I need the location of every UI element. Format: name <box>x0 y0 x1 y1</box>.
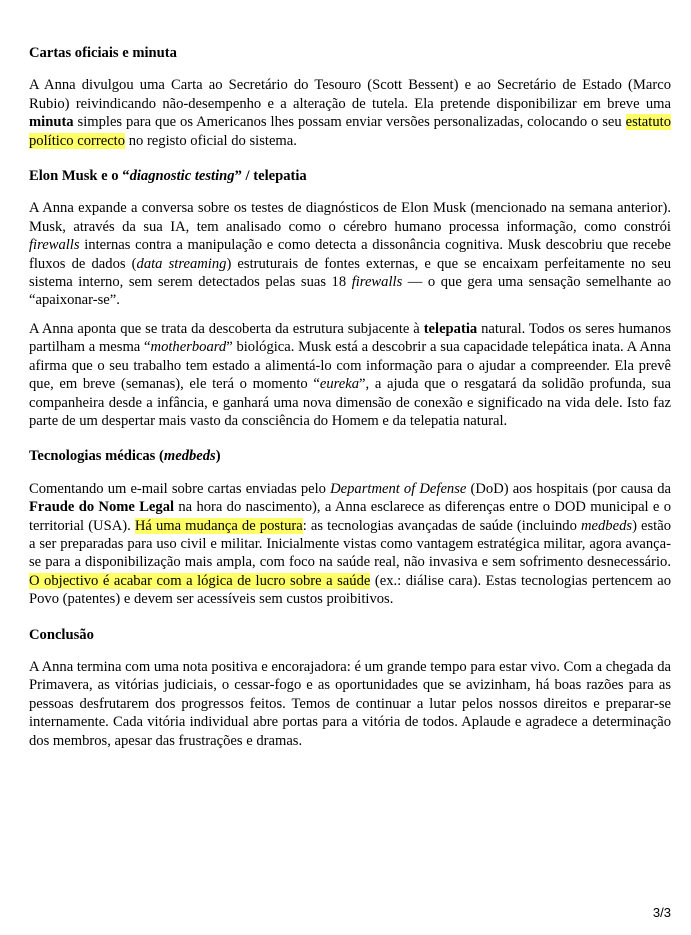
section-title-medbeds: Tecnologias médicas (medbeds) <box>29 448 221 465</box>
document-body <box>29 44 671 760</box>
paragraph-musk-1: A Anna expande a conversa sobre os testes de diagnósticos de Elon Musk (mencionado na semana anterior). Musk, através da sua IA, tem analisado como o cérebro humano processa informação, como constrói firewalls internas contra a manipulação e como detecta a dissonância cognitiva. Musk descobriu que recebe fluxos de dados (data streaming) estruturais de fontes externas, e que se encaixam perfeitamente no seu sistema interno, sem serem detectados pelas suas 18 firewalls — o que gera uma sensação semelhante ao “apaixonar-se”. <box>29 200 672 309</box>
section-title-conclusao: Conclusão <box>29 626 94 643</box>
paragraph-musk-2: A Anna aponta que se trata da descoberta da estrutura subjacente à telepatia natural. Todos os seres humanos partilham a mesma “motherboard” biológica. Musk está a descobrir a sua capacidade telepática inata. A Anna afirma que o seu trabalho tem estado a alimentá-lo com informação para o ajudar a compreender. Ela prevê que, em breve (semanas), ele terá o momento “eureka”, a ajuda que o resgatará da solidão profunda, sua companheira desde a infância, e ganhará uma nova dimensão de conexão e significado na vida dele. Isto faz parte de um despertar mais vasto da consciência do Homem e da telepatia natural. <box>29 320 671 429</box>
highlight-estatuto: estatuto político correcto <box>29 114 671 149</box>
highlight-objectivo: O objectivo é acabar com a lógica de lucro sobre a saúde <box>29 572 371 589</box>
section-title-cartas: Cartas oficiais e minuta <box>29 45 177 61</box>
page-number: 3/3 <box>652 905 671 920</box>
bold-fraude: Fraude do Nome Legal <box>29 499 175 516</box>
bold-telepatia: telepatia <box>423 320 478 337</box>
paragraph-medbeds: Comentando um e-mail sobre cartas enviadas pelo Department of Defense (DoD) aos hospitais (por causa da Fraude do Nome Legal na hora do nascimento), a Anna esclarece as diferenças entre o DOD municipal e o territorial (USA). Há uma mudança de postura: as tecnologias avançadas de saúde (incluindo medbeds) estão a ser preparadas para uso civil e militar. Inicialmente vistas como vantagem estratégica militar, agora avança-se para a disponibilização mais ampla, com foco na saúde real, não invasiva e sem sofrimento desnecessário. O objectivo é acabar com a lógica de lucro sobre a saúde (ex.: diálise cara). Estas tecnologias pertencem ao Povo (patentes) e devem ser acessíveis sem custos proibitivos. <box>29 480 671 608</box>
paragraph-cartas: A Anna divulgou uma Carta ao Secretário do Tesouro (Scott Bessent) e ao Secretário de Estado (Marco Rubio) reivindicando não-desempenho e a alteração de tutela. Ela pretende disponibilizar em breve uma minuta simples para que os Americanos lhes possam enviar versões personalizadas, colocando o seu estatuto político correcto no registo oficial do sistema. <box>29 77 671 149</box>
paragraph-conclusao: A Anna termina com uma nota positiva e encorajadora: é um grande tempo para estar vivo. Com a chegada da Primavera, as vitórias judiciais, o cessar-fogo e as oportunidades que se avizinham, há boas razões para as pessoas desfrutarem dos progressos feitos. Temos de continuar a lutar pelos nossos direitos e preparar-se internamente. Cada vitória individual abre portas para a vitória de todos. Aplaude e agradece a determinação dos membros, apesar das frustrações e dramas. <box>29 658 671 749</box>
section-title-musk: Elon Musk e o “diagnostic testing” / telepatia <box>29 168 307 185</box>
highlight-mudanca: Há uma mudança de postura <box>134 517 303 534</box>
bold-minuta: minuta <box>29 114 74 131</box>
